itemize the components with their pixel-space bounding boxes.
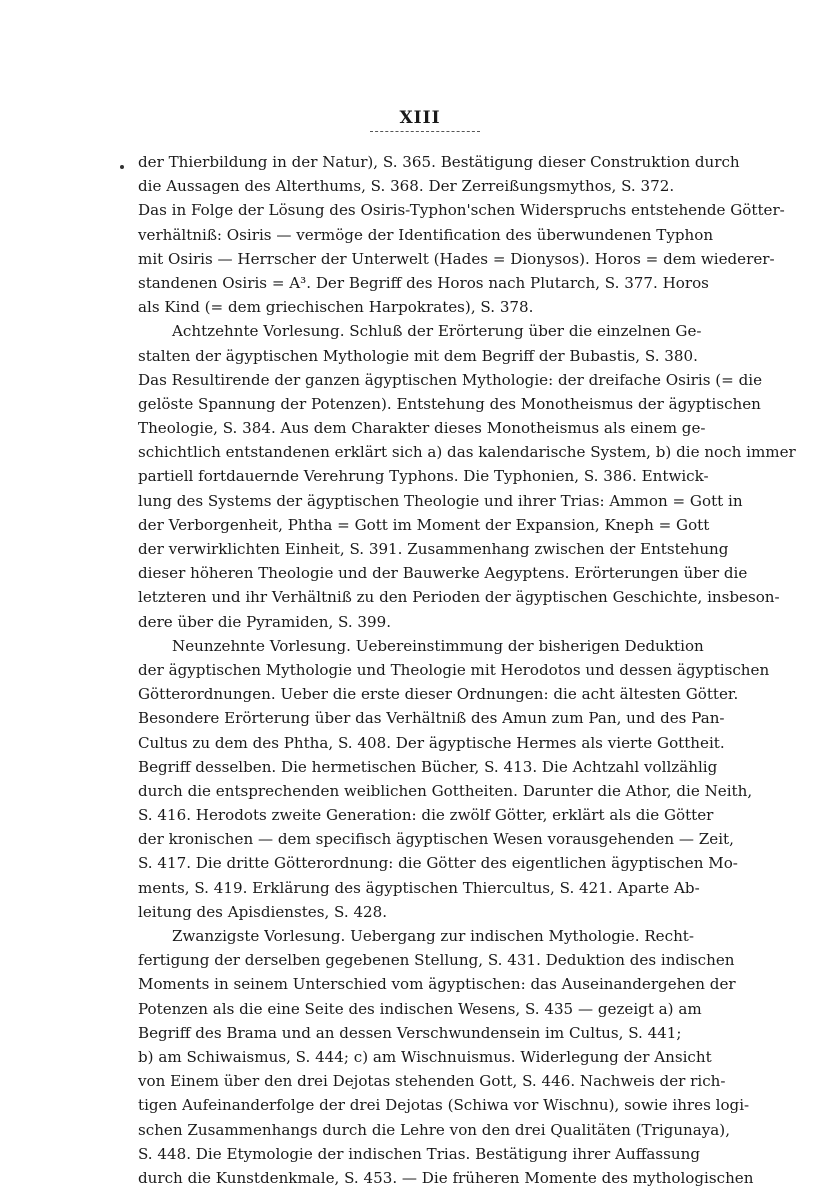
text-line: schen Zusammenhangs durch die Lehre von den drei Qualitäten (Trigunaya), <box>138 1120 730 1139</box>
text-line: dere über die Pyramiden, S. 399. <box>138 612 392 631</box>
text-line: der kronischen — dem specifisch ägyptischen Wesen vorausgehenden — Zeit, <box>138 830 734 849</box>
text-line: Besondere Erörterung über das Verhältniß des Amun zum Pan, und des Pan- <box>138 709 725 728</box>
text-line: letzteren und ihr Verhältniß zu den Perioden der ägyptischen Geschichte, insbeson- <box>138 588 780 607</box>
text-line: stalten der ägyptischen Mythologie mit dem Begriff der Bubastis, S. 380. <box>138 346 698 365</box>
text-line: von Einem über den drei Dejotas stehenden Gott, S. 446. Nachweis der rich- <box>138 1072 726 1091</box>
text-line: Das in Folge der Lösung des Osiris-Typhon'schen Widerspruchs entstehende Götter- <box>138 201 785 220</box>
text-line: Götterordnungen. Ueber die erste dieser Ordnungen: die acht ältesten Götter. <box>138 685 739 704</box>
text-line: fertigung der derselben gegebenen Stellung, S. 431. Deduktion des indischen <box>138 951 735 970</box>
text-line: Begriff desselben. Die hermetischen Bücher, S. 413. Die Achtzahl vollzählig <box>138 757 718 776</box>
text-line: schichtlich entstandenen erklärt sich a) das kalendarische System, b) die noch immer <box>138 443 796 462</box>
text-line: der ägyptischen Mythologie und Theologie mit Herodotos und dessen ägyptischen <box>138 660 770 679</box>
text-line: Theologie, S. 384. Aus dem Charakter dieses Monotheismus als einem ge- <box>138 419 706 438</box>
text-line: der Thierbildung in der Natur), S. 365. Bestätigung dieser Construktion durch <box>138 153 740 171</box>
text-line: partiell fortdauernde Verehrung Typhons. Die Typhonien, S. 386. Entwick- <box>138 467 709 486</box>
text-line: tigen Aufeinanderfolge der drei Dejotas (Schiwa vor Wischnu), sowie ihres logi- <box>138 1096 750 1115</box>
text-line: mit Osiris — Herrscher der Unterwelt (Hades = Dionysos). Horos = dem wiederer- <box>138 249 775 268</box>
text-line: ments, S. 419. Erklärung des ägyptischen Thiercultus, S. 421. Aparte Ab- <box>138 878 700 897</box>
text-line: durch die Kunstdenkmale, S. 453. — Die früheren Momente des mythologischen <box>138 1168 754 1187</box>
text-line: der verwirklichten Einheit, S. 391. Zusammenhang zwischen der Entstehung <box>138 540 729 558</box>
text-line: Potenzen als die eine Seite des indischen Wesens, S. 435 — gezeigt a) am <box>138 999 702 1018</box>
text-line: S. 417. Die dritte Götterordnung: die Götter des eigentlichen ägyptischen Mo- <box>138 854 738 873</box>
text-line: verhältniß: Osiris — vermöge der Identification des überwundenen Typhon <box>138 225 714 244</box>
text-line: dieser höheren Theologie und der Bauwerke Aegyptens. Erörterungen über die <box>138 564 748 583</box>
text-line: Das Resultirende der ganzen ägyptischen Mythologie: der dreifache Osiris (= die <box>138 370 762 389</box>
header-rule <box>370 131 480 132</box>
text-line: Zwanzigste Vorlesung. Uebergang zur indischen Mythologie. Recht- <box>172 927 694 945</box>
text-line: S. 448. Die Etymologie der indischen Trias. Bestätigung ihrer Auffassung <box>138 1144 701 1163</box>
text-line: durch die entsprechenden weiblichen Gottheiten. Darunter die Athor, die Neith, <box>138 781 753 800</box>
text-line: leitung des Apisdienstes, S. 428. <box>138 902 388 921</box>
text-line: der Verborgenheit, Phtha = Gott im Moment der Expansion, Kneph = Gott <box>138 515 710 534</box>
text-line: Achtzehnte Vorlesung. Schluß der Erörterung über die einzelnen Ge- <box>172 322 702 341</box>
text-line: als Kind (= dem griechischen Harpokrates), S. 378. <box>138 298 534 317</box>
page-number: XIII <box>399 108 441 128</box>
text-line: b) am Schiwaismus, S. 444; c) am Wischnuismus. Widerlegung der Ansicht <box>138 1047 712 1066</box>
body-text <box>138 150 796 1190</box>
text-line: Cultus zu dem des Phtha, S. 408. Der ägyptische Hermes als vierte Gottheit. <box>138 733 725 752</box>
text-line: standenen Osiris = A³. Der Begriff des Horos nach Plutarch, S. 377. Horos <box>138 273 709 292</box>
text-line: S. 416. Herodots zweite Generation: die zwölf Götter, erklärt als die Götter <box>138 806 714 825</box>
text-line: Begriff des Brama und an dessen Verschwundensein im Cultus, S. 441; <box>138 1023 682 1042</box>
text-line: Moments in seinem Unterschied vom ägyptischen: das Auseinandergehen der <box>138 975 736 994</box>
text-line: lung des Systems der ägyptischen Theologie und ihrer Trias: Ammon = Gott in <box>138 491 743 510</box>
margin-mark <box>120 165 124 169</box>
text-line: Neunzehnte Vorlesung. Uebereinstimmung der bisherigen Deduktion <box>172 636 704 655</box>
text-line: gelöste Spannung der Potenzen). Entstehung des Monotheismus der ägyptischen <box>138 394 761 413</box>
text-line: die Aussagen des Alterthums, S. 368. Der Zerreißungsmythos, S. 372. <box>138 177 675 196</box>
